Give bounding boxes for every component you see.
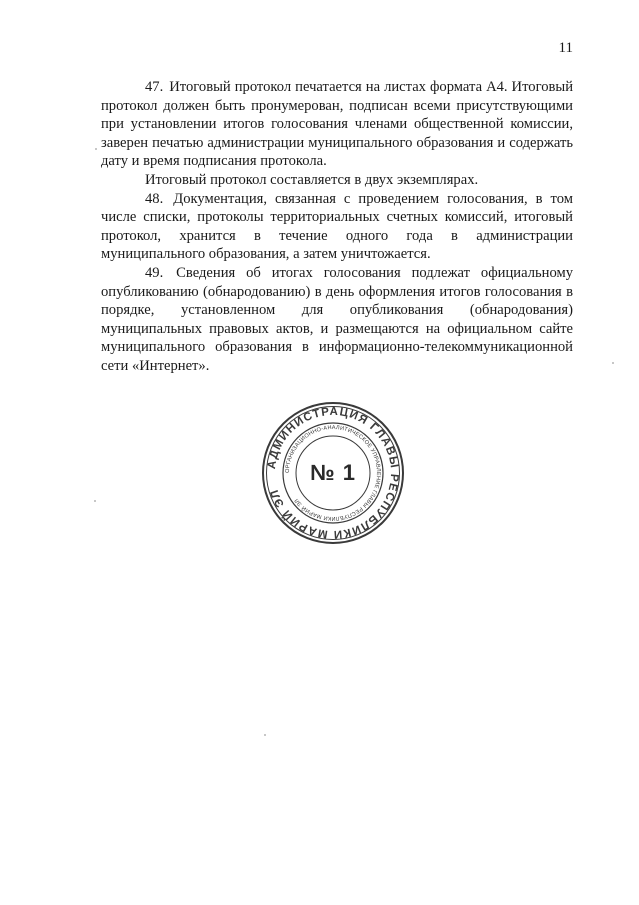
paragraph-47	[101, 78, 573, 171]
page-number: 11	[558, 40, 573, 56]
document-body	[101, 78, 573, 376]
paragraph-48	[101, 190, 573, 264]
seal-inner-text: ОРГАНИЗАЦИОННО-АНАЛИТИЧЕСКОЕ УПРАВЛЕНИЕ ГЛАВЫ РЕСПУБЛИКИ МАРИЙ ЭЛ	[284, 424, 382, 522]
paragraph-text: Документация, связанная с проведением голосования, в том числе списки, протоколы территориальных счетных комиссий, итоговый протокол, хранится в течение одного года в администрации муниципального образования, а затем уничтожается.	[101, 190, 573, 263]
seal-number: № 1	[310, 460, 356, 485]
scan-speck	[95, 148, 97, 150]
scan-speck	[612, 362, 614, 364]
scan-speck	[94, 500, 96, 502]
paragraph-text: Итоговый протокол печатается на листах формата А4. Итоговый протокол должен быть пронумерован, подписан всеми присутствующими при установлении итогов голосования членами общественной комиссии, заверен печатью администрации муниципального образования и содержать дату и время подписания протокола.	[101, 79, 574, 170]
paragraph-number: 49.	[145, 264, 164, 281]
scan-speck	[264, 734, 266, 736]
paragraph-number: 47.	[145, 79, 164, 95]
paragraph-number: 48.	[145, 190, 164, 207]
paragraph-text: Итоговый протокол составляется в двух экземплярах.	[145, 171, 479, 188]
official-seal	[260, 400, 406, 546]
paragraph-49	[101, 264, 573, 376]
paragraph-47-copies	[101, 171, 573, 190]
paragraph-text: Сведения об итогах голосования подлежат официальному опубликованию (обнародованию) в день оформления итогов голосования в порядке, установленном для опубликования (обнародования) муниципальных правовых актов, и размещаются на официальном сайте муниципального образования в информационно-телекоммуникационной сети «Интернет».	[101, 264, 573, 374]
seal-outer-text: АДМИНИСТРАЦИЯ ГЛАВЫ РЕСПУБЛИКИ МАРИЙ ЭЛ	[265, 405, 401, 541]
